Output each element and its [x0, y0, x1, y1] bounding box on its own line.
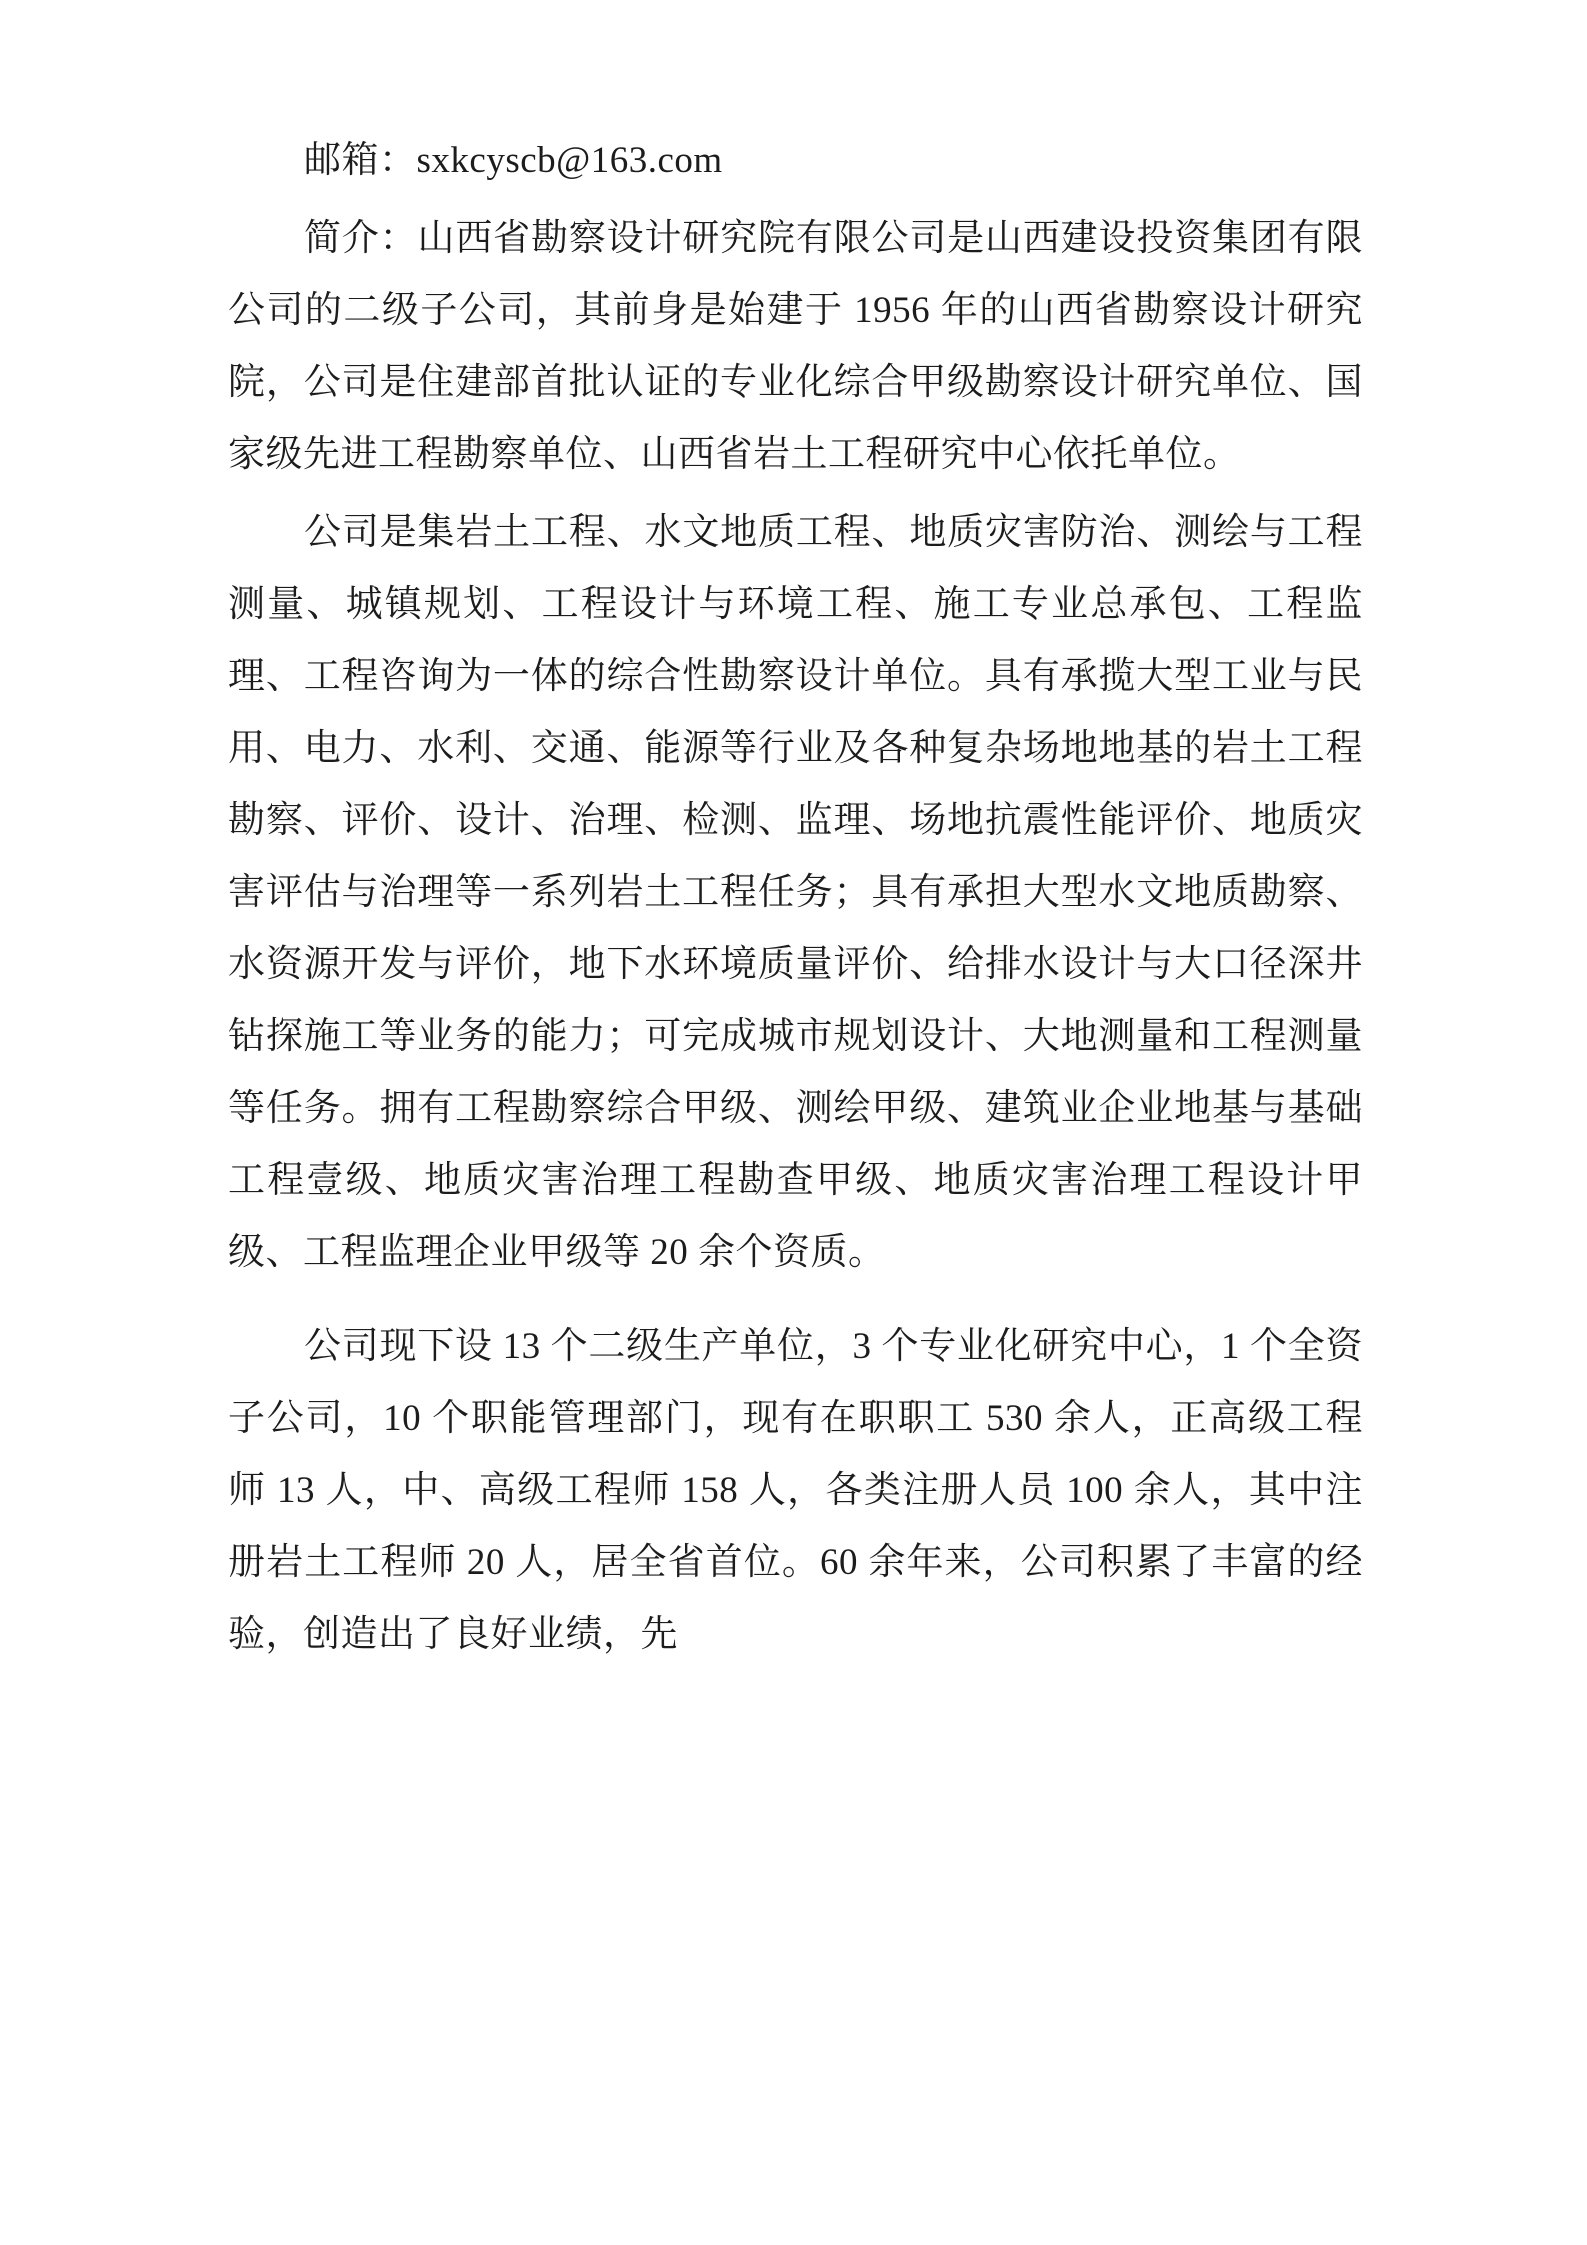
company-intro-paragraph: 简介：山西省勘察设计研究院有限公司是山西建设投资集团有限公司的二级子公司，其前身是始建于 1956 年的山西省勘察设计研究院，公司是住建部首批认证的专业化综合甲级勘察设计研究单位、国家级先进工程勘察单位、山西省岩土工程研究中心依托单位。: [228, 218, 1363, 475]
email-line: 邮箱：sxkcyscb@163.com: [304, 140, 723, 181]
business-scope-paragraph: 公司是集岩土工程、水文地质工程、地质灾害防治、测绘与工程测量、城镇规划、工程设计与环境工程、施工专业总承包、工程监理、工程咨询为一体的综合性勘察设计单位。具有承揽大型工业与民用、电力、水利、交通、能源等行业及各种复杂场地地基的岩土工程勘察、评价、设计、治理、检测、监理、场地抗震性能评价、地质灾害评估与治理等一系列岩土工程任务；具有承担大型水文地质勘察、水资源开发与评价，地下水环境质量评价、给排水设计与大口径深井钻探施工等业务的能力；可完成城市规划设计、大地测量和工程测量等任务。拥有工程勘察综合甲级、测绘甲级、建筑业企业地基与基础工程壹级、地质灾害治理工程勘查甲级、地质灾害治理工程设计甲级、工程监理企业甲级等 20 余个资质。: [228, 512, 1363, 1273]
organization-staff-paragraph: 公司现下设 13 个二级生产单位，3 个专业化研究中心，1 个全资子公司，10 个职能管理部门，现有在职职工 530 余人，正高级工程师 13 人，中、高级工程师 158 人，各类注册人员 100 余人，其中注册岩土工程师 20 人，居全省首位。60 余年来，公司积累了丰富的经验，创造出了良好业绩，先: [228, 1326, 1363, 1655]
document-body: [228, 125, 1363, 1671]
paragraph-spacer: [228, 1289, 1363, 1311]
